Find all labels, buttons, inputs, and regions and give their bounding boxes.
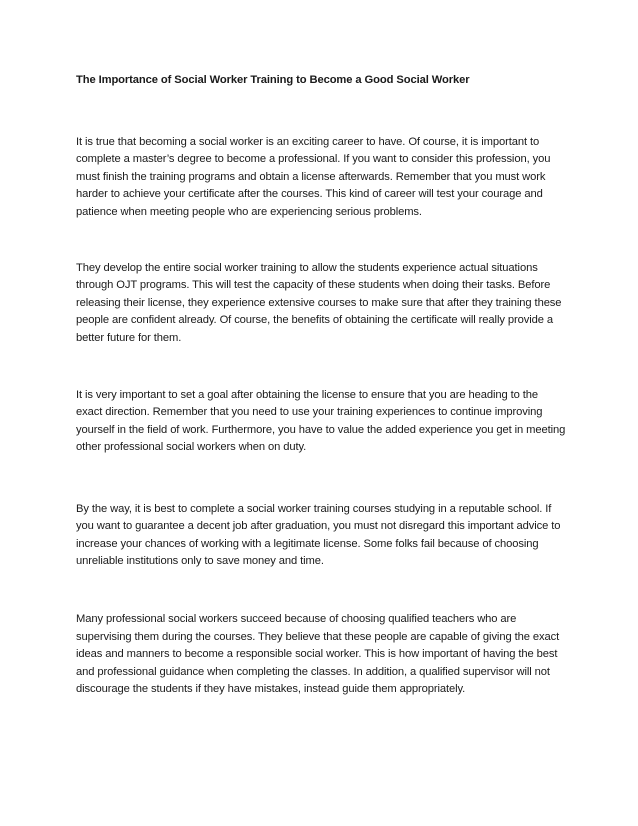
paragraph-4: By the way, it is best to complete a social worker training courses studying in a reputable school. If you want to guarantee a decent job after graduation, you must not disregard this important advice to increase your chances of working with a legitimate license. Some folks fail because of choosing unreliable institutions only to save money and time.: [76, 502, 561, 567]
paragraph-5: Many professional social workers succeed because of choosing qualified teachers who are supervising them during the courses. They believe that these people are capable of giving the exact ideas and manners to become a responsible social worker. This is how important of having the best and professional guidance when completing the classes. In addition, a qualified supervisor will not discourage the students if they have mistakes, instead guide them appropriately.: [76, 613, 560, 695]
paragraph-2: They develop the entire social worker training to allow the students experience actual situations through OJT programs. This will test the capacity of these students when doing their tasks. Before releasing their license, they experience extensive courses to make sure that after they training these people are confident already. Of course, the benefits of obtaining the certificate will really provide a better future for them.: [76, 262, 562, 344]
document-title: The Importance of Social Worker Training to Become a Good Social Worker: [76, 74, 470, 86]
paragraph-3: It is very important to set a goal after obtaining the license to ensure that you are heading to the exact direction. Remember that you need to use your training experiences to continue improving yourself in the field of work. Furthermore, you have to value the added experience you get in meeting other professional social workers when on duty.: [76, 389, 566, 454]
document-page: [76, 72, 566, 698]
paragraph-1: It is true that becoming a social worker is an exciting career to have. Of course, it is important to complete a master’s degree to become a professional. If you want to consider this profession, you must finish the training programs and obtain a license afterwards. Remember that you must work harder to achieve your certificate after the courses. This kind of career will test your courage and patience when meeting people who are experiencing serious problems.: [76, 136, 551, 218]
